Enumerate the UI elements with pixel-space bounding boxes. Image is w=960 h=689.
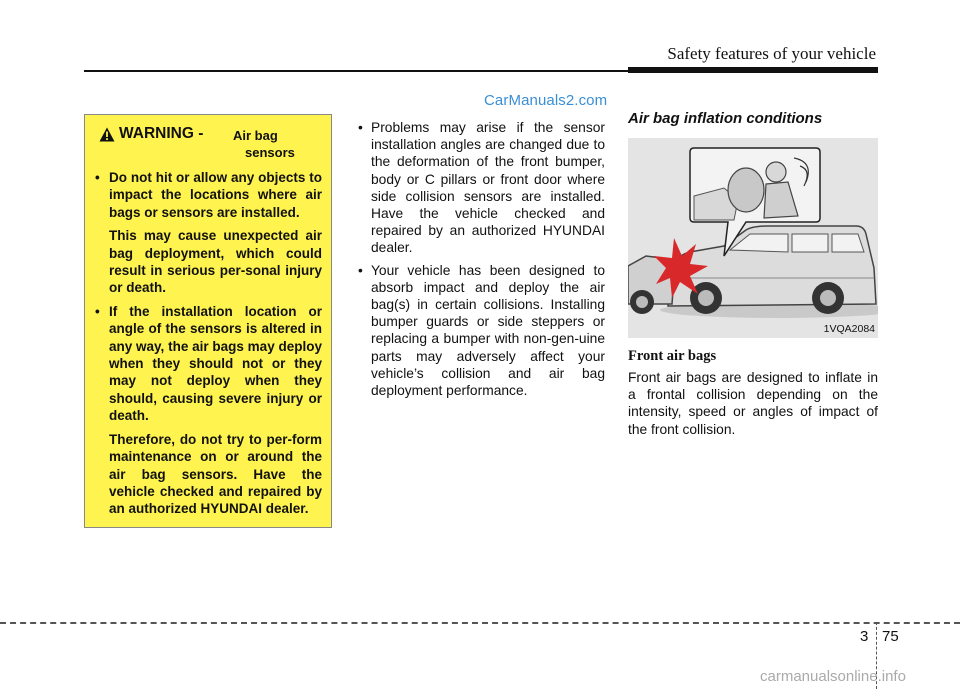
warning-box bbox=[84, 114, 332, 528]
chapter-number: 3 bbox=[860, 628, 869, 645]
body-text: Front air bags are designed to inflate in a frontal collision depending on the intensity, speed or angles of impact of the front collision. bbox=[628, 370, 878, 437]
warning-triangle-icon bbox=[99, 127, 115, 142]
right-column bbox=[628, 110, 878, 438]
middle-column bbox=[357, 119, 605, 404]
watermark-footer-link[interactable]: carmanualsonline.info bbox=[760, 668, 906, 685]
list-item-text: Problems may arise if the sensor installation angles are changed due to the deformation of the front bumper, body or C pillars or front door where side collision sensors are installed. Have the vehicle checked and repaired by an authorized HYUNDAI dealer. bbox=[371, 120, 605, 256]
warning-paragraph: Do not hit or allow any objects to impact the locations where air bags or sensors are installed. bbox=[109, 170, 322, 220]
warning-subtitle-line1: Air bag bbox=[233, 128, 278, 143]
warning-item bbox=[95, 303, 322, 518]
warning-header bbox=[95, 125, 322, 169]
list-item bbox=[357, 262, 605, 400]
bullet: • bbox=[95, 170, 100, 185]
collision-drawing bbox=[628, 138, 878, 338]
warning-label: WARNING - bbox=[119, 125, 204, 142]
warning-item bbox=[95, 169, 322, 297]
warning-paragraph: Therefore, do not try to per-form maintenance on or around the air bag sensors. Have the vehicle checked and repaired by an authorized HYUNDAI dealer. bbox=[109, 431, 322, 517]
warning-paragraph: If the installation location or angle of the sensors is altered in any way, the air bags may deploy when they should not or they may not deploy when they should, causing severe injury or death. bbox=[109, 303, 322, 424]
header-rule bbox=[84, 70, 628, 72]
bullet: • bbox=[358, 120, 363, 135]
bullet: • bbox=[95, 303, 100, 319]
header-rule-thick bbox=[628, 67, 878, 73]
warning-paragraph: This may cause unexpected air bag deployment, which could result in serious per-sonal injury or death. bbox=[109, 228, 322, 296]
page-number: 75 bbox=[882, 628, 899, 645]
footer-rule bbox=[0, 622, 960, 624]
list-item-text: Your vehicle has been designed to absorb impact and deploy the air bag(s) in certain collisions. Installing bumper guards or side steppers or replacing a bumper with non-gen-uine parts may adversely affect your vehicle’s collision and air bag deployment performance. bbox=[371, 262, 605, 399]
list-item bbox=[357, 119, 605, 257]
section-title: Air bag inflation conditions bbox=[628, 110, 823, 127]
watermark-link[interactable]: CarManuals2.com bbox=[484, 92, 608, 109]
subsection-title: Front air bags bbox=[628, 348, 717, 364]
collision-illustration bbox=[628, 138, 878, 338]
warning-subtitle bbox=[233, 127, 333, 161]
figure-code: 1VQA2084 bbox=[823, 323, 875, 335]
running-header-title: Safety features of your vehicle bbox=[667, 44, 876, 63]
bullet: • bbox=[358, 262, 363, 278]
warning-subtitle-line2: sensors bbox=[245, 145, 295, 160]
